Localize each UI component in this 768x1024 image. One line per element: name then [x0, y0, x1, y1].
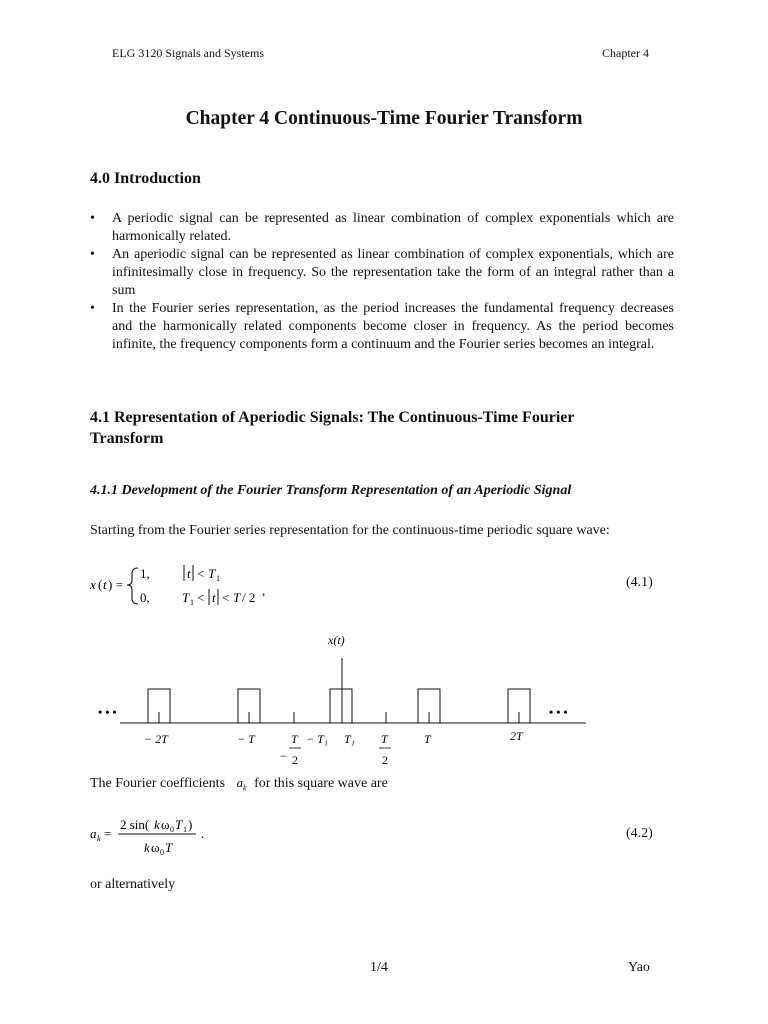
tick-label-T-half-pos-denominator: 2	[382, 753, 388, 767]
tick-label-minus-T1: − T₁	[306, 732, 328, 746]
list-item: • A periodic signal can be represented as linear combination of complex exponentials which are harmonically related.	[90, 210, 674, 246]
tick-label-T-half-numerator: T	[291, 732, 298, 746]
svg-text:T: T	[182, 590, 190, 605]
section-41-heading-line1: 4.1 Representation of Aperiodic Signals: The Continuous-Time Fourier	[90, 409, 575, 426]
tick-label-minus-T-half-sign: −	[280, 749, 287, 763]
svg-text:T: T	[208, 566, 216, 581]
figure-ylabel: x(t)	[328, 633, 345, 647]
square-wave-intro-text: Starting from the Fourier series representation for the continuous-time periodic square wave:	[90, 523, 610, 538]
list-item: • An aperiodic signal can be represented as linear combination of complex exponentials, which are infinitesimally close in frequency. So the representation take the form of an integral rather than a sum	[90, 246, 674, 300]
equation-4-1-number: (4.1)	[626, 575, 653, 590]
coeff-text	[90, 775, 388, 793]
square-wave-figure	[90, 628, 600, 774]
equation-4-2-number: (4.2)	[626, 826, 653, 841]
svg-text:T: T	[165, 840, 173, 855]
equation-4-1-graphic	[90, 560, 310, 610]
svg-text:0,: 0,	[140, 590, 150, 605]
footer-author: Yao	[628, 960, 650, 975]
svg-text:ω: ω	[161, 817, 170, 832]
svg-text:k: k	[144, 840, 150, 855]
svg-text:a: a	[90, 826, 97, 841]
footer-page-number: 1/4	[370, 960, 388, 975]
svg-text:): )	[188, 817, 193, 832]
equation-4-2-graphic	[90, 812, 250, 862]
tick-label-2T: 2T	[510, 729, 523, 743]
ellipsis-right: • • •	[549, 705, 568, 719]
svg-text:0: 0	[170, 825, 174, 834]
svg-text:<: <	[197, 590, 205, 605]
svg-text:,: ,	[262, 583, 266, 598]
svg-text:<: <	[222, 590, 230, 605]
svg-text:1: 1	[183, 825, 187, 834]
tick-label-T-half-denominator: 2	[292, 753, 298, 767]
tick-label-T: T	[424, 732, 431, 746]
svg-text:.: .	[201, 826, 205, 841]
coeff-text-before: The Fourier coefficients	[90, 776, 226, 791]
section-411-subheading: 4.1.1 Development of the Fourier Transform Representation of an Aperiodic Signal	[90, 483, 572, 498]
svg-text:k: k	[97, 834, 101, 843]
list-item: • In the Fourier series representation, as the period increases the fundamental frequency decreases and the harmonically related components become closer in frequency. As the period becomes infinite, the frequency components form a continuum and the Fourier series becomes an integral.	[90, 300, 674, 354]
svg-text:(: (	[98, 577, 103, 592]
svg-text:t: t	[187, 566, 191, 581]
header-chapter: Chapter 4	[602, 46, 649, 60]
svg-text:x: x	[90, 577, 96, 592]
svg-text:0: 0	[160, 848, 164, 857]
section-intro-heading: 4.0 Introduction	[90, 170, 201, 187]
pulse-zero	[330, 689, 352, 723]
svg-text:) =: ) =	[108, 577, 123, 592]
coeff-text-after: for this square wave are	[254, 776, 388, 791]
or-alternatively-text: or alternatively	[90, 877, 176, 892]
svg-text:1: 1	[190, 598, 194, 607]
section-41-heading-line2: Transform	[90, 430, 164, 447]
svg-text:T: T	[175, 817, 183, 832]
header-course: ELG 3120 Signals and Systems	[112, 46, 264, 60]
svg-text:1: 1	[216, 574, 220, 583]
tick-label-minus-T: − T	[237, 732, 255, 746]
equation-4-2	[90, 812, 250, 862]
tick-label-T1: T₁	[344, 732, 355, 746]
tick-label-T-half-pos-numerator: T	[381, 732, 388, 746]
svg-text:ω: ω	[151, 840, 160, 855]
svg-text:t: t	[103, 577, 107, 592]
svg-text:1,: 1,	[140, 566, 150, 581]
intro-bullet-list	[90, 210, 674, 354]
section-41-heading	[90, 407, 690, 449]
coeff-symbol: $a_k$	[236, 775, 247, 793]
square-wave-plot	[90, 628, 600, 774]
svg-text:t: t	[212, 590, 216, 605]
svg-text:T: T	[233, 590, 241, 605]
svg-text:k: k	[154, 817, 160, 832]
equation-4-1	[90, 560, 310, 610]
ellipsis-left: • • •	[98, 705, 117, 719]
svg-text:/ 2: / 2	[242, 590, 256, 605]
tick-label-minus-2T: − 2T	[144, 732, 168, 746]
page-title: Chapter 4 Continuous-Time Fourier Transform	[185, 108, 583, 129]
svg-text:2 sin(: 2 sin(	[120, 817, 150, 832]
svg-text:<: <	[197, 566, 205, 581]
svg-text:=: =	[104, 826, 112, 841]
